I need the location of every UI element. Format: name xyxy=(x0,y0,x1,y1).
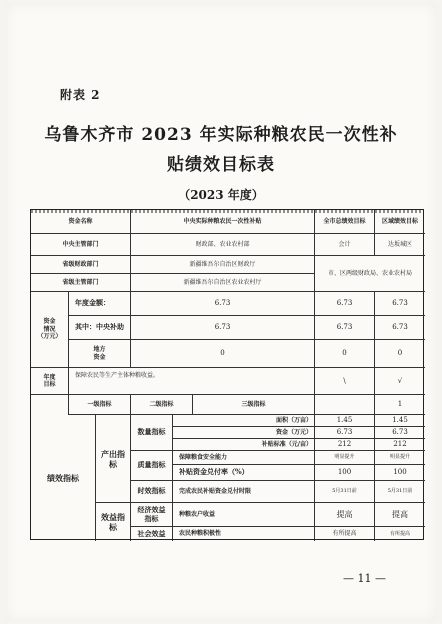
standard-total: 212 xyxy=(315,439,375,451)
area-total: 1.45 xyxy=(315,415,375,427)
payout-rate-district: 100 xyxy=(375,465,425,481)
area-district: 1.45 xyxy=(375,415,425,427)
grain-security-district: 明显提升 xyxy=(375,451,425,465)
l3-standard: 补贴标准（元/亩） xyxy=(173,439,315,451)
annual-amount-label: 年度金额： xyxy=(69,292,131,316)
economic-benefit-label: 经济效益 指标 xyxy=(131,503,173,527)
l3-farmer-enthusiasm: 农民种粮积极性 xyxy=(173,527,315,541)
year-label: （2023 年度） xyxy=(178,188,264,202)
quality-indicator-label: 质量指标 xyxy=(131,451,173,481)
l3-farmer-income: 种粮农户收益 xyxy=(173,503,315,527)
level3-header-total-blank xyxy=(315,395,375,415)
payout-rate-total: 100 xyxy=(315,465,375,481)
output-indicators-label: 产出指标 xyxy=(96,415,131,503)
total-target-header: 全市总绩效目标 xyxy=(315,210,375,234)
social-benefit-label: 社会效益 xyxy=(131,527,173,541)
perf-indicators-label: 绩效指标 xyxy=(31,415,96,541)
page-number: — 11 — xyxy=(343,572,386,585)
payout-deadline-district: 5月31日前 xyxy=(375,481,425,503)
fund-name-value: 中央实际种粮农民一次性补贴 xyxy=(131,210,315,234)
benefit-indicators-label: 效益指标 xyxy=(96,503,131,541)
farmer-enthusiasm-total: 有所提高 xyxy=(315,527,375,541)
local-fund-value: 0 xyxy=(131,340,315,368)
l3-payout-deadline: 完成农民补贴资金兑付时限 xyxy=(173,481,315,503)
payout-deadline-total: 5月31日前 xyxy=(315,481,375,503)
local-fund-district: 0 xyxy=(375,340,425,368)
district-target-header: 区域绩效目标 xyxy=(375,210,425,234)
level3-header: 三级指标 xyxy=(193,395,315,415)
farmer-enthusiasm-district: 有所提高 xyxy=(389,530,410,537)
annual-amount-total: 6.73 xyxy=(315,292,375,316)
quantity-indicator-label: 数量指标 xyxy=(131,415,173,451)
funds-district: 6.73 xyxy=(375,427,425,439)
local-fund-label: 地方 资金 xyxy=(69,340,131,368)
prov-competent-label: 省级主管部门 xyxy=(31,274,131,292)
farmer-income-total: 提高 xyxy=(315,503,375,527)
annual-goal-total: \ xyxy=(315,368,375,395)
central-subsidy-value: 6.73 xyxy=(131,316,315,340)
annual-amount-district: 6.73 xyxy=(375,292,425,316)
prov-finance-value: 新疆维吾尔自治区财政厅 xyxy=(131,256,315,274)
local-fund-total: 0 xyxy=(315,340,375,368)
level3-header-district: 1 xyxy=(375,395,425,415)
l3-grain-security: 保障粮食安全能力 xyxy=(173,451,315,465)
central-dept-value: 财政部、农业农村部 xyxy=(131,234,315,256)
annual-goal-district: √ xyxy=(375,368,425,395)
standard-district: 212 xyxy=(375,439,425,451)
central-subsidy-district: 6.73 xyxy=(375,316,425,340)
farmer-income-district: 提高 xyxy=(375,503,425,527)
document-title-line1: 乌鲁木齐市 2023 年实际种粮农民一次性补 xyxy=(44,125,398,145)
annual-goal-label: 年度 目标 xyxy=(31,368,69,395)
level2-header: 二级指标 xyxy=(131,395,193,415)
prov-competent-value: 新疆维吾尔自治区农业农村厅 xyxy=(131,274,315,292)
l3-funds: 资金（万元） xyxy=(173,427,315,439)
annual-amount-value: 6.73 xyxy=(131,292,315,316)
funds-total: 6.73 xyxy=(315,427,375,439)
document-title-line2: 贴绩效目标表 xyxy=(167,155,275,175)
fund-name-label: 资金名称 xyxy=(31,210,131,234)
fund-group-label: 资金 情况 （万元） xyxy=(31,292,69,368)
timeliness-indicator-label: 时效指标 xyxy=(131,481,173,503)
l3-area: 面积（万亩） xyxy=(173,415,315,427)
local-depts: 市、区两级财政局、农业农村局 xyxy=(315,256,425,292)
central-subsidy-label: 其中：中央补助 xyxy=(69,316,131,340)
annual-goal-text: 保障农民等生产主体种粮收益。 xyxy=(69,368,315,395)
indicator-blank-cell xyxy=(31,395,69,415)
central-dept-district: 达坂城区 xyxy=(375,234,425,256)
attachment-label: 附表 2 xyxy=(60,88,101,102)
performance-target-table xyxy=(30,209,424,540)
prov-finance-label: 省级财政部门 xyxy=(31,256,131,274)
central-dept-label: 中央主管部门 xyxy=(31,234,131,256)
central-subsidy-total: 6.73 xyxy=(315,316,375,340)
central-dept-total: 会计 xyxy=(315,234,375,256)
level1-header: 一级指标 xyxy=(69,395,131,415)
l3-payout-rate: 补贴资金兑付率（%） xyxy=(173,465,315,481)
grain-security-total: 明显提升 xyxy=(315,451,375,465)
